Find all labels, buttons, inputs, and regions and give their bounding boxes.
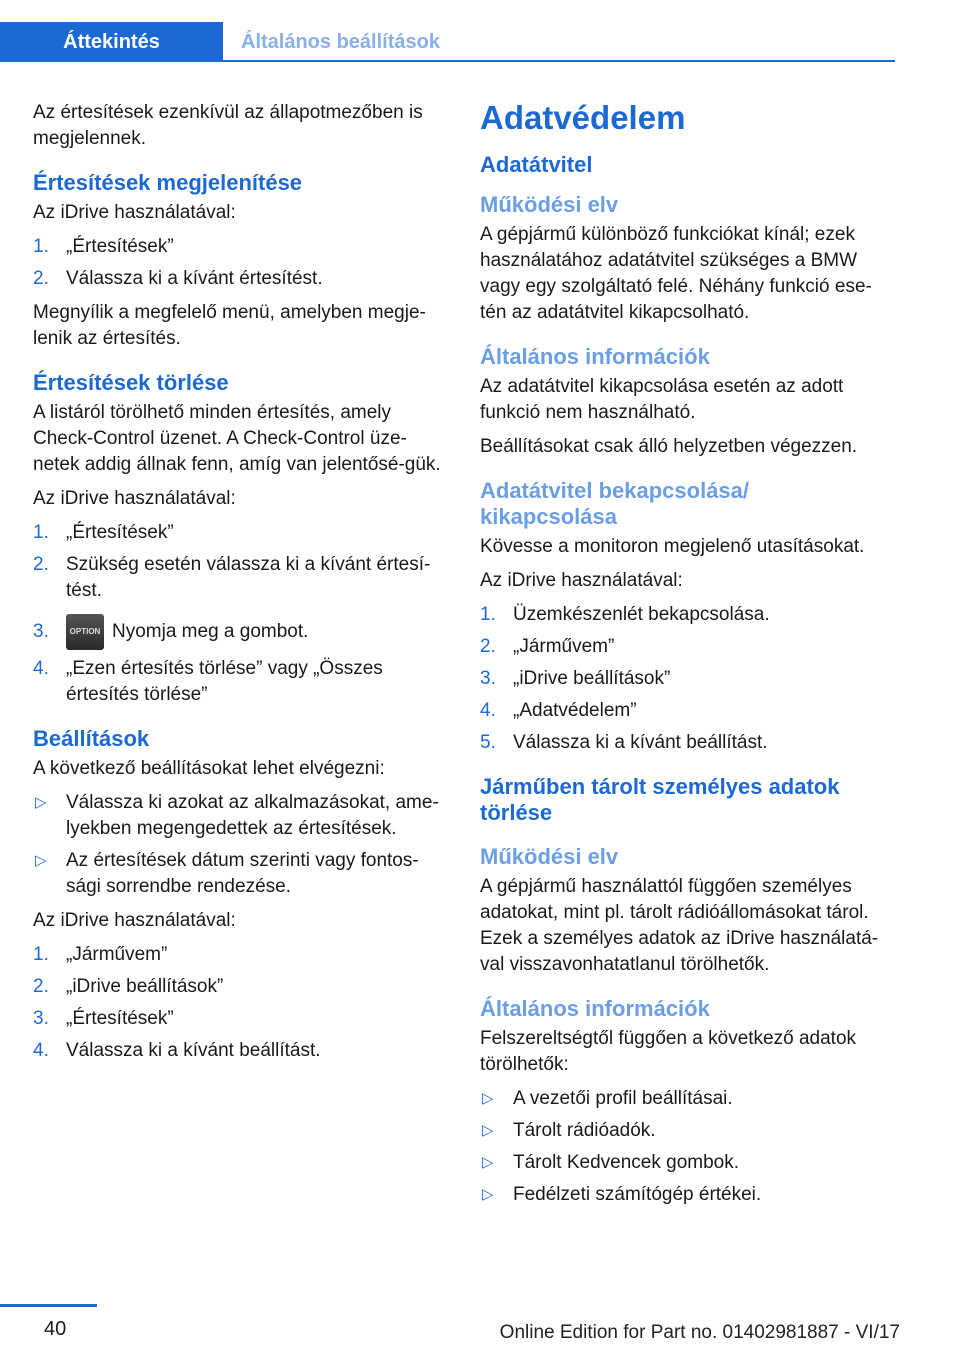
bullet-text: Az értesítések dátum szerinti vagy fontos‐sági sorrendbe rendezése. bbox=[66, 850, 419, 898]
step-number: 4. bbox=[33, 1040, 49, 1062]
bullet-text: Fedélzeti számítógép értékei. bbox=[513, 1184, 762, 1205]
bullet-text: Tárolt Kedvencek gombok. bbox=[513, 1152, 740, 1173]
step-text: „Értesítések” bbox=[66, 522, 174, 543]
tab-overview[interactable]: Áttekintés bbox=[0, 22, 223, 62]
chapter-title: Adatvédelem bbox=[480, 99, 686, 136]
option-button-icon: OPTION bbox=[66, 614, 104, 650]
list-item bbox=[480, 634, 890, 660]
step-number: 2. bbox=[33, 976, 49, 998]
bullet-list bbox=[480, 1086, 890, 1208]
section-general-info-2 bbox=[480, 996, 890, 1208]
step-text: „iDrive beállítások” bbox=[66, 976, 224, 998]
step-number: 5. bbox=[480, 732, 496, 753]
steps-list bbox=[33, 942, 448, 1064]
tab-general-settings[interactable]: Általános beállítások bbox=[241, 30, 440, 53]
section-title: Értesítések törlése bbox=[33, 370, 229, 395]
step-number: 4. bbox=[480, 700, 496, 721]
list-item bbox=[33, 974, 448, 1000]
section-title: Adatátvitel bekapcsolása/ kikapcsolása bbox=[480, 478, 750, 529]
step-number: 3. bbox=[480, 668, 496, 689]
list-item bbox=[480, 730, 890, 756]
section-data-transfer-toggle bbox=[480, 478, 890, 756]
right-column bbox=[480, 98, 890, 1216]
step-text: „Adatvédelem” bbox=[513, 700, 637, 721]
step-text: Válassza ki a kívánt értesítést. bbox=[66, 268, 323, 289]
paragraph: Az iDrive használatával: bbox=[33, 202, 236, 223]
step-number: 1. bbox=[480, 604, 496, 625]
paragraph: A következő beállításokat lehet elvégezni: bbox=[33, 758, 385, 780]
list-item bbox=[33, 520, 448, 546]
section-settings bbox=[33, 726, 448, 1064]
step-text: „Járművem” bbox=[66, 944, 168, 966]
section-title: Általános információk bbox=[480, 344, 710, 369]
step-text: „Járművem” bbox=[513, 636, 615, 657]
triangle-bullet-icon: ▷ bbox=[482, 1090, 494, 1107]
list-item bbox=[480, 1182, 890, 1208]
section-delete-personal-data bbox=[480, 774, 890, 826]
paragraph: Beállításokat csak álló helyzetben végezzen. bbox=[480, 436, 858, 457]
section-delete-notifications bbox=[33, 370, 448, 708]
section-title: Beállítások bbox=[33, 726, 150, 752]
section-principle-2 bbox=[480, 844, 890, 978]
list-item bbox=[480, 698, 890, 724]
bullet-text: Válassza ki azokat az alkalmazásokat, ame‐lyekben megengedettek az értesítések. bbox=[66, 792, 439, 840]
step-text: „Ezen értesítés törlése” vagy „Összes értesítés törlése” bbox=[66, 658, 383, 706]
steps-list bbox=[480, 602, 890, 756]
step-text: Szükség esetén válassza ki a kívánt értesí‐tést. bbox=[66, 554, 431, 601]
step-number: 4. bbox=[33, 658, 49, 680]
list-item bbox=[33, 656, 448, 708]
paragraph: Az adatátvitel kikapcsolása esetén az adott funkció nem használható. bbox=[480, 376, 844, 423]
section-title: Működési elv bbox=[480, 844, 619, 869]
section-general-info bbox=[480, 344, 890, 460]
step-number: 1. bbox=[33, 236, 49, 257]
list-item bbox=[33, 848, 448, 900]
section-title: Értesítések megjelenítése bbox=[33, 170, 303, 195]
step-number: 2. bbox=[33, 554, 49, 575]
steps-list bbox=[33, 520, 448, 708]
list-item bbox=[33, 552, 448, 604]
list-item bbox=[480, 666, 890, 692]
step-text: „Értesítések” bbox=[66, 236, 174, 257]
triangle-bullet-icon: ▷ bbox=[482, 1154, 494, 1171]
paragraph: Az iDrive használatával: bbox=[33, 488, 236, 509]
intro-paragraph: Az értesítések ezenkívül az állapotmezőben is megjelennek. bbox=[33, 102, 423, 149]
step-number: 2. bbox=[480, 636, 496, 657]
list-item bbox=[480, 1118, 890, 1144]
step-number: 3. bbox=[33, 621, 49, 642]
triangle-bullet-icon: ▷ bbox=[35, 794, 47, 812]
paragraph: Megnyílik a megfelelő menü, amelyben megje‐lenik az értesítés. bbox=[33, 302, 426, 349]
paragraph: Az iDrive használatával: bbox=[33, 910, 236, 932]
bullet-text: A vezetői profil beállításai. bbox=[513, 1088, 733, 1109]
paragraph: Felszereltségtől függően a következő adatok törölhetők: bbox=[480, 1028, 857, 1075]
page-number: 40 bbox=[44, 1318, 67, 1340]
list-item bbox=[33, 614, 448, 650]
section-title: Általános információk bbox=[480, 996, 710, 1021]
list-item bbox=[480, 602, 890, 628]
paragraph: Kövesse a monitoron megjelenő utasításokat. bbox=[480, 536, 865, 557]
list-item bbox=[480, 1150, 890, 1176]
list-item bbox=[33, 1038, 448, 1064]
step-number: 1. bbox=[33, 522, 49, 543]
section-principle bbox=[480, 192, 890, 326]
paragraph: A gépjármű különböző funkciókat kínál; ezek használatához adatátvitel szükséges a BMW vagy egy szolgáltató felé. Néhány funkció ese‐tén az adatátvitel kikapcsolható. bbox=[480, 224, 872, 323]
section-show-notifications bbox=[33, 170, 448, 352]
left-column bbox=[33, 100, 448, 1072]
step-text: „iDrive beállítások” bbox=[513, 668, 671, 689]
step-number: 1. bbox=[33, 944, 49, 966]
paragraph: Az iDrive használatával: bbox=[480, 570, 683, 591]
list-item bbox=[33, 266, 448, 292]
triangle-bullet-icon: ▷ bbox=[482, 1186, 494, 1203]
subsection-title: Járműben tárolt személyes adatok törlése bbox=[480, 774, 840, 825]
paragraph: A gépjármű használattól függően személyes adatokat, mint pl. tárolt rádióállomásokat tárol. Ezek a személyes adatok az iDrive használatá‐val visszavonhatatlanul törölhetők. bbox=[480, 876, 879, 975]
step-number: 2. bbox=[33, 268, 49, 289]
step-number: 3. bbox=[33, 1008, 49, 1030]
footer-accent-line bbox=[0, 1304, 97, 1307]
step-text: Válassza ki a kívánt beállítást. bbox=[513, 732, 768, 753]
steps-list bbox=[33, 234, 448, 292]
list-item bbox=[33, 1006, 448, 1032]
bullet-list bbox=[33, 790, 448, 900]
triangle-bullet-icon: ▷ bbox=[35, 852, 47, 870]
edition-note: Online Edition for Part no. 01402981887 - VI/17 bbox=[499, 1322, 900, 1343]
list-item bbox=[33, 942, 448, 968]
step-text: Nyomja meg a gombot. bbox=[112, 621, 309, 643]
list-item bbox=[33, 234, 448, 260]
subsection-title: Adatátvitel bbox=[480, 152, 593, 177]
paragraph: A listáról törölhető minden értesítés, amely Check-Control üzenet. A Check-Control üze‐netek addig állnak fenn, amíg van jelentősé‐gük. bbox=[33, 402, 441, 475]
page-header bbox=[0, 0, 895, 62]
step-text: Válassza ki a kívánt beállítást. bbox=[66, 1040, 321, 1062]
step-text: Üzemkészenlét bekapcsolása. bbox=[513, 604, 770, 625]
list-item bbox=[480, 1086, 890, 1112]
step-text: „Értesítések” bbox=[66, 1008, 174, 1030]
section-title: Működési elv bbox=[480, 192, 619, 217]
bullet-text: Tárolt rádióadók. bbox=[513, 1120, 656, 1141]
triangle-bullet-icon: ▷ bbox=[482, 1122, 494, 1139]
list-item bbox=[33, 790, 448, 842]
